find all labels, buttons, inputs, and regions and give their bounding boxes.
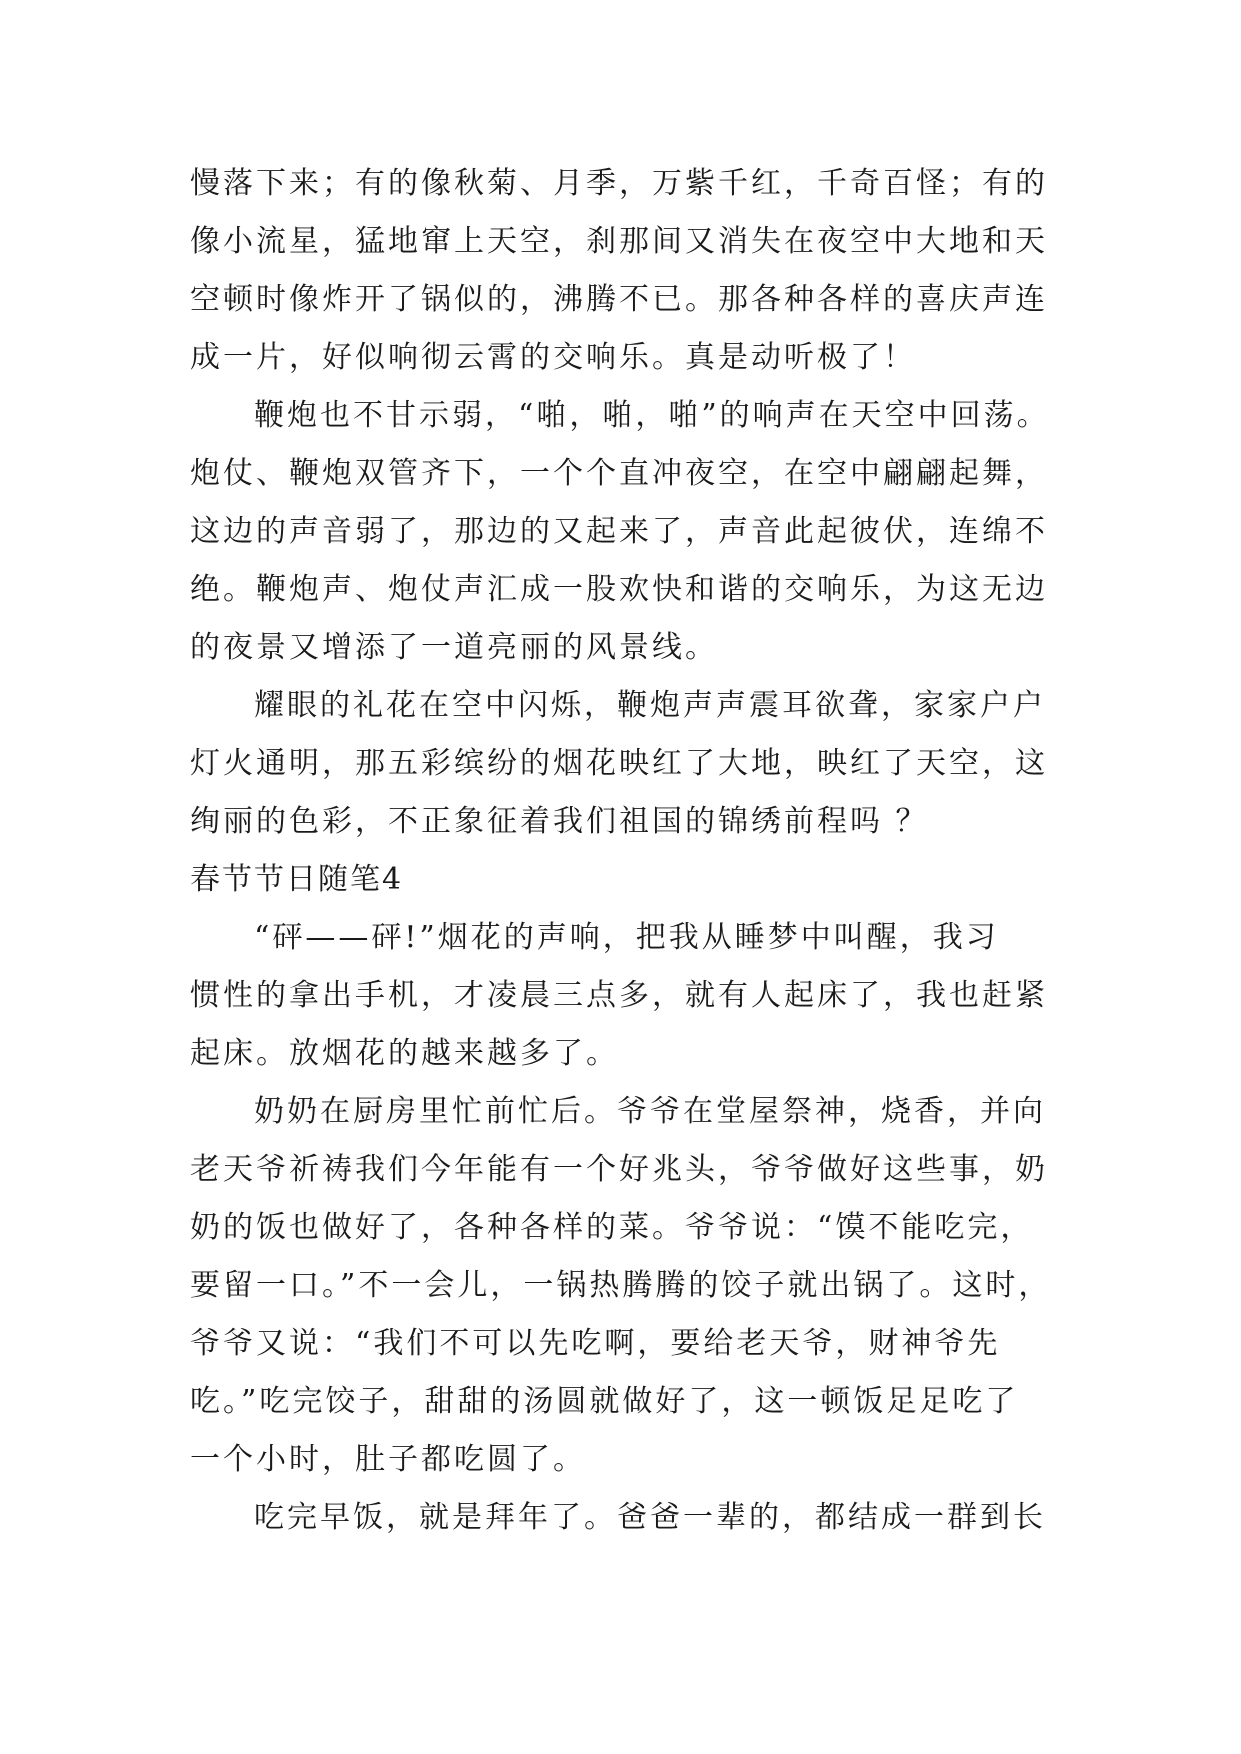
text-line: 慢落下来；有的像秋菊、月季，万紫千红，千奇百怪；有的 bbox=[190, 166, 1048, 201]
text-line: 起床。放烟花的越来越多了。 bbox=[190, 1036, 619, 1071]
text-line: 一个小时，肚子都吃圆了。 bbox=[190, 1442, 586, 1477]
text-line: 灯火通明，那五彩缤纷的烟花映红了大地，映红了天空，这 bbox=[190, 746, 1048, 781]
text-line: 绚丽的色彩，不正象征着我们祖国的锦绣前程吗 ？ bbox=[190, 804, 929, 839]
text-line: 老天爷祈祷我们今年能有一个好兆头，爷爷做好这些事，奶 bbox=[190, 1152, 1048, 1187]
text-line: 爷爷又说：“我们不可以先吃啊，要给老天爷，财神爷先 bbox=[190, 1326, 1001, 1361]
paragraph-fireworks-continued bbox=[190, 155, 1070, 387]
paragraph-waking-up bbox=[190, 909, 1070, 1083]
text-line: 空顿时像炸开了锅似的，沸腾不已。那各种各样的喜庆声连 bbox=[190, 282, 1048, 317]
text-line: 鞭炮也不甘示弱，“啪，啪，啪”的响声在天空中回荡。 bbox=[254, 398, 1050, 433]
paragraph-breakfast bbox=[190, 1083, 1070, 1489]
text-line: 炮仗、鞭炮双管齐下，一个个直冲夜空，在空中翩翩起舞， bbox=[190, 456, 1048, 491]
text-line: 奶奶在厨房里忙前忙后。爷爷在堂屋祭神，烧香，并向 bbox=[254, 1094, 1046, 1129]
section-heading: 春节节日随笔4 bbox=[190, 862, 404, 897]
text-line: “砰——砰!”烟花的声响，把我从睡梦中叫醒，我习 bbox=[254, 920, 999, 955]
paragraph-fireworks-dazzling bbox=[190, 677, 1070, 851]
text-line: 吃完早饭，就是拜年了。爸爸一辈的，都结成一群到长 bbox=[254, 1500, 1046, 1535]
text-line: 惯性的拿出手机，才凌晨三点多，就有人起床了，我也赶紧 bbox=[190, 978, 1048, 1013]
text-line: 像小流星，猛地窜上天空，刹那间又消失在夜空中大地和天 bbox=[190, 224, 1048, 259]
text-line: 要留一口。”不一会儿，一锅热腾腾的饺子就出锅了。这时， bbox=[190, 1268, 1052, 1303]
text-line: 奶的饭也做好了，各种各样的菜。爷爷说：“馍不能吃完， bbox=[190, 1210, 1034, 1245]
paragraph-firecrackers bbox=[190, 387, 1070, 677]
text-line: 绝。鞭炮声、炮仗声汇成一股欢快和谐的交响乐，为这无边 bbox=[190, 572, 1048, 607]
text-line: 这边的声音弱了，那边的又起来了，声音此起彼伏，连绵不 bbox=[190, 514, 1048, 549]
paragraph-new-year-greetings bbox=[190, 1489, 1070, 1547]
text-line: 的夜景又增添了一道亮丽的风景线。 bbox=[190, 630, 718, 665]
document-body bbox=[190, 155, 1070, 1547]
text-line: 成一片，好似响彻云霄的交响乐。真是动听极了！ bbox=[190, 340, 916, 375]
text-line: 吃。”吃完饺子，甜甜的汤圆就做好了，这一顿饭足足吃了 bbox=[190, 1384, 1019, 1419]
text-line: 耀眼的礼花在空中闪烁，鞭炮声声震耳欲聋，家家户户 bbox=[254, 688, 1046, 723]
